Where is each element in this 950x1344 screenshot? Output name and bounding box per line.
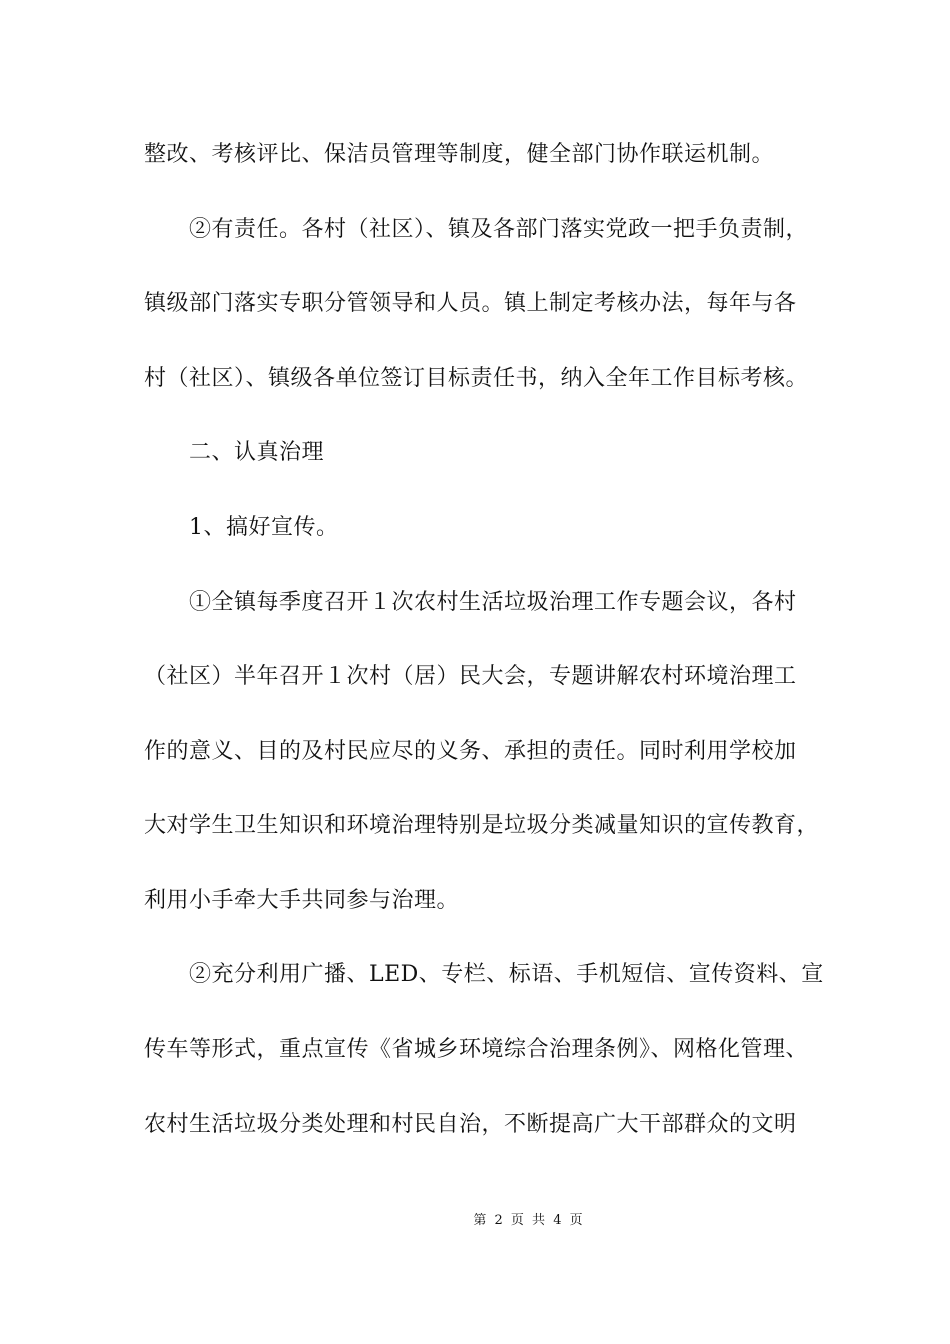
text-line: 传车等形式，重点宣传《省城乡环境综合治理条例》、网格化管理、: [144, 1037, 809, 1062]
subsection-heading: 1、搞好宣传。: [189, 515, 339, 540]
text-line: 村（社区）、镇级各单位签订目标责任书，纳入全年工作目标考核。: [144, 366, 809, 391]
text-line: 大对学生卫生知识和环境治理特别是垃圾分类减量知识的宣传教育，: [144, 813, 820, 838]
text-line: ②充分利用广播、LED、专栏、标语、手机短信、宣传资料、宣: [189, 962, 824, 987]
text-line: 利用小手牵大手共同参与治理。: [144, 888, 460, 913]
text-line: ①全镇每季度召开１次农村生活垃圾治理工作专题会议，各村: [189, 590, 797, 615]
text-line: 作的意义、目的及村民应尽的义务、承担的责任。同时利用学校加: [144, 739, 797, 764]
page-number-footer: 第 2 页 共 4 页: [473, 1213, 585, 1228]
section-heading: 二、认真治理: [189, 440, 325, 465]
text-line: 镇级部门落实专职分管领导和人员。镇上制定考核办法，每年与各: [144, 291, 797, 316]
text-line: 农村生活垃圾分类处理和村民自治，不断提高广大干部群众的文明: [144, 1112, 797, 1137]
text-line: 整改、考核评比、保洁员管理等制度，健全部门协作联运机制。: [144, 142, 775, 167]
text-line: ②有责任。各村（社区）、镇及各部门落实党政一把手负责制，: [189, 217, 809, 242]
text-line: （社区）半年召开１次村（居）民大会，专题讲解农村环境治理工: [144, 664, 797, 689]
